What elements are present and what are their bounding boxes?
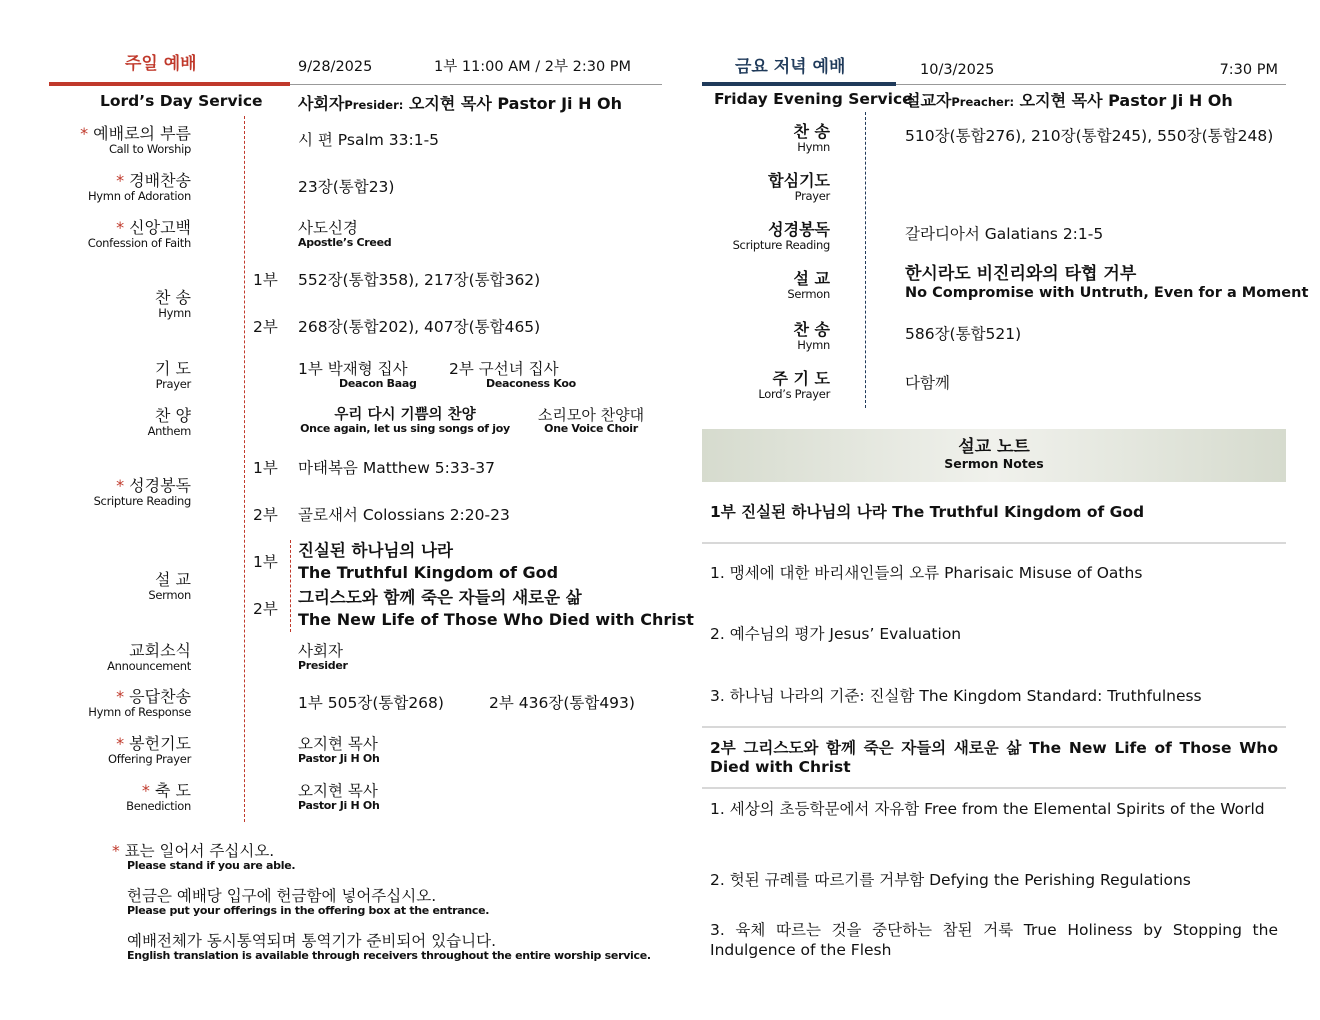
- standing-mark: *: [116, 734, 125, 753]
- value-ko: 오지현 목사: [298, 782, 378, 800]
- label-en: Offering Prayer: [107, 752, 191, 766]
- service-2-marker: 2부: [253, 506, 278, 524]
- notes-rule: [702, 726, 1286, 728]
- value-ko: 2부 구선녀 집사: [449, 360, 559, 378]
- notes-point: 1. 맹세에 대한 바리새인들의 오류 Pharisaic Misuse of Oaths: [710, 564, 1143, 582]
- notes-point: 1. 세상의 초등학문에서 자유함 Free from the Elemental Spirits of the World: [710, 800, 1265, 818]
- label-friday-hymn-1: [794, 123, 830, 153]
- label-ko: 교회소식: [129, 641, 191, 660]
- value-friday-hymn-1: 510장(통합276), 210장(통합245), 550장(통합248): [905, 127, 1274, 145]
- value-friday-lords-prayer: 다함께: [905, 374, 950, 392]
- value-sermon-1: [298, 540, 558, 584]
- label-en: Benediction: [126, 799, 191, 813]
- standing-mark: *: [116, 476, 125, 495]
- value-scripture-1: 마태복음 Matthew 5:33-37: [298, 459, 495, 477]
- value-confession-of-faith: [298, 219, 391, 249]
- value-prayer-2: [449, 360, 576, 390]
- presider-line: [298, 91, 622, 114]
- friday-title-en: Friday Evening Service: [714, 90, 913, 108]
- label-hymn-of-response: [88, 688, 191, 718]
- sermon-divider: [290, 540, 291, 632]
- value-sermon-2: [298, 587, 694, 631]
- service-2-marker: 2부: [253, 318, 278, 336]
- label-ko: 기 도: [155, 359, 191, 378]
- note-ko: 헌금은 예배당 입구에 헌금함에 넣어주십시오.: [127, 887, 437, 905]
- label-en: Hymn of Response: [88, 705, 191, 719]
- label-ko: 축 도: [155, 781, 191, 800]
- footer-note-offering: [127, 887, 489, 917]
- value-anthem-choir: [530, 407, 652, 435]
- value-anthem-title: [298, 407, 512, 435]
- value-ko: 소리모아 찬양대: [537, 406, 645, 424]
- label-ko: 신앙고백: [129, 218, 191, 237]
- value-en: Presider: [298, 659, 348, 672]
- value-response-1: 1부 505장(통합268): [298, 694, 444, 712]
- preacher-name: 오지현 목사 Pastor Ji H Oh: [1014, 91, 1233, 110]
- value-response-2: 2부 436장(통합493): [489, 694, 635, 712]
- label-ko: 찬 송: [793, 320, 830, 339]
- standing-mark: *: [116, 218, 125, 237]
- sunday-title-en: Lord’s Day Service: [100, 92, 263, 110]
- sunday-header-rule: [290, 84, 662, 85]
- label-en: Hymn of Adoration: [87, 189, 191, 203]
- label-prayer: [155, 360, 191, 390]
- notes-rule: [702, 542, 1286, 544]
- service-1-marker: 1부: [253, 553, 278, 571]
- value-friday-hymn-2: 586장(통합521): [905, 325, 1022, 343]
- value-hymn-of-adoration: 23장(통합23): [298, 178, 395, 196]
- presider-label-en: Presider:: [344, 98, 404, 112]
- label-ko: 주 기 도: [772, 369, 830, 388]
- label-benediction: [126, 782, 191, 812]
- label-ko: 합심기도: [768, 171, 830, 190]
- notes-rule: [702, 787, 1286, 789]
- sermon-notes-title-en: Sermon Notes: [944, 456, 1044, 471]
- label-ko: 찬 송: [793, 122, 830, 141]
- sermon-notes-header: [702, 429, 1286, 482]
- notes-point: 3. 육체 따르는 것을 중단하는 참된 거룩 True Holiness by Stopping the Indulgence of the Flesh: [710, 921, 1278, 959]
- label-anthem: [148, 407, 191, 437]
- label-friday-sermon: [787, 270, 830, 300]
- notes-section-1-title: 1부 진실된 하나님의 나라 The Truthful Kingdom of God: [710, 503, 1145, 521]
- service-1-marker: 1부: [253, 459, 278, 477]
- value-ko: 한시라도 비진리와의 타협 거부: [905, 264, 1137, 284]
- label-en: Scripture Reading: [732, 238, 830, 252]
- label-en: Sermon: [148, 588, 191, 602]
- value-announcement: [298, 642, 348, 672]
- value-offering-prayer: [298, 735, 380, 765]
- label-en: Scripture Reading: [93, 494, 191, 508]
- label-hymn-of-adoration: [88, 172, 191, 202]
- label-ko: 예배로의 부름: [93, 124, 191, 143]
- standing-mark: *: [116, 171, 125, 190]
- label-ko: 성경봉독: [768, 220, 830, 239]
- service-1-marker: 1부: [253, 271, 278, 289]
- note-en: English translation is available through receivers throughout the entire worship service.: [127, 949, 651, 962]
- value-benediction: [298, 782, 380, 812]
- value-en: The New Life of Those Who Died with Christ: [298, 610, 694, 629]
- preacher-label-ko: 설교자: [905, 91, 952, 110]
- label-en: Lord’s Prayer: [758, 387, 830, 401]
- sunday-header-accent: [49, 82, 290, 86]
- value-en: The Truthful Kingdom of God: [298, 563, 559, 582]
- label-ko: 찬 송: [155, 288, 191, 307]
- friday-header-rule: [896, 84, 1286, 85]
- label-ko: 찬 양: [155, 406, 191, 425]
- label-friday-lords-prayer: [758, 370, 830, 400]
- notes-section-2-title: 2부 그리스도와 함께 죽은 자들의 새로운 삶 The New Life of Those Who Died with Christ: [710, 739, 1278, 776]
- footer-note-translation: [127, 932, 651, 962]
- presider-name: 오지현 목사 Pastor Ji H Oh: [403, 94, 623, 113]
- service-2-marker: 2부: [253, 600, 278, 618]
- order-divider: [244, 116, 245, 822]
- value-ko: 사도신경: [298, 219, 358, 237]
- label-ko: 설 교: [155, 570, 191, 589]
- label-ko: 응답찬송: [129, 687, 191, 706]
- label-announcement: [107, 642, 191, 672]
- standing-mark: *: [141, 781, 150, 800]
- note-en: Please stand if you are able.: [127, 859, 296, 872]
- label-ko: 경배찬송: [129, 171, 191, 190]
- value-en: No Compromise with Untruth, Even for a Moment: [905, 285, 1309, 301]
- label-offering-prayer: [108, 735, 191, 765]
- label-hymn: [155, 289, 191, 319]
- value-prayer-1: [298, 360, 417, 390]
- value-ko: 우리 다시 기쁨의 찬양: [334, 407, 476, 423]
- label-ko: 설 교: [793, 269, 830, 288]
- value-en: One Voice Choir: [544, 422, 638, 435]
- value-friday-sermon: [905, 264, 1308, 302]
- label-friday-prayer: [768, 172, 830, 202]
- value-ko: 1부 박재형 집사: [298, 360, 408, 378]
- notes-point: 2. 헛된 규례를 따르기를 거부함 Defying the Perishing Regulations: [710, 871, 1191, 889]
- standing-mark: *: [116, 687, 125, 706]
- label-en: Prayer: [155, 377, 191, 391]
- value-ko: 그리스도와 함께 죽은 자들의 새로운 삶: [298, 588, 582, 607]
- value-en: Deacon Baag: [339, 377, 417, 390]
- friday-date: 10/3/2025: [920, 62, 995, 78]
- friday-time: 7:30 PM: [1219, 62, 1278, 78]
- friday-order-divider: [865, 112, 866, 408]
- label-en: Hymn: [797, 338, 830, 352]
- value-hymn-2: 268장(통합202), 407장(통합465): [298, 318, 541, 336]
- value-en: Apostle’s Creed: [298, 236, 392, 249]
- footer-note-standing: [112, 842, 295, 872]
- note-ko: 표는 일어서 주십시오.: [124, 842, 275, 860]
- label-en: Sermon: [787, 287, 830, 301]
- sunday-title-ko: 주일 예배: [125, 54, 197, 74]
- preacher-line: [905, 88, 1233, 111]
- label-en: Call to Worship: [108, 142, 191, 156]
- notes-point: 2. 예수님의 평가 Jesus’ Evaluation: [710, 625, 962, 643]
- note-en: Please put your offerings in the offering box at the entrance.: [127, 904, 490, 917]
- label-scripture-reading: [94, 477, 191, 507]
- label-friday-scripture: [733, 221, 830, 251]
- standing-mark: *: [80, 124, 89, 143]
- label-ko: 봉헌기도: [129, 734, 191, 753]
- label-en: Announcement: [107, 659, 191, 673]
- label-confession-of-faith: [88, 219, 191, 249]
- value-friday-scripture: 갈라디아서 Galatians 2:1-5: [905, 225, 1104, 243]
- value-en: Pastor Ji H Oh: [298, 752, 380, 765]
- sunday-times: 1부 11:00 AM / 2부 2:30 PM: [434, 59, 632, 75]
- label-en: Prayer: [794, 189, 830, 203]
- note-ko: 예배전체가 동시통역되며 통역기가 준비되어 있습니다.: [127, 932, 497, 950]
- sunday-date: 9/28/2025: [298, 59, 373, 75]
- label-en: Confession of Faith: [87, 236, 191, 250]
- preacher-label-en: Preacher:: [951, 95, 1015, 109]
- friday-header-accent: [702, 82, 896, 86]
- label-en: Hymn: [158, 306, 191, 320]
- value-ko: 사회자: [298, 642, 343, 660]
- value-ko: 오지현 목사: [298, 735, 378, 753]
- value-en: Pastor Ji H Oh: [298, 799, 380, 812]
- value-hymn-1: 552장(통합358), 217장(통합362): [298, 271, 541, 289]
- standing-mark: *: [112, 842, 120, 860]
- presider-label-ko: 사회자: [298, 94, 345, 113]
- label-en: Hymn: [797, 140, 830, 154]
- value-en: Once again, let us sing songs of joy: [300, 422, 510, 435]
- label-call-to-worship: [80, 125, 191, 155]
- label-friday-hymn-2: [794, 321, 830, 351]
- label-sermon: [148, 571, 191, 601]
- notes-point: 3. 하나님 나라의 기준: 진실함 The Kingdom Standard: Truthfulness: [710, 687, 1202, 705]
- label-ko: 성경봉독: [129, 476, 191, 495]
- value-ko: 진실된 하나님의 나라: [298, 541, 453, 560]
- sermon-notes-title-ko: 설교 노트: [958, 437, 1030, 457]
- value-en: Deaconess Koo: [486, 377, 576, 390]
- value-scripture-2: 골로새서 Colossians 2:20-23: [298, 506, 510, 524]
- value-call-to-worship: 시 편 Psalm 33:1-5: [298, 131, 440, 149]
- label-en: Anthem: [147, 424, 191, 438]
- friday-title-ko: 금요 저녁 예배: [735, 57, 846, 77]
